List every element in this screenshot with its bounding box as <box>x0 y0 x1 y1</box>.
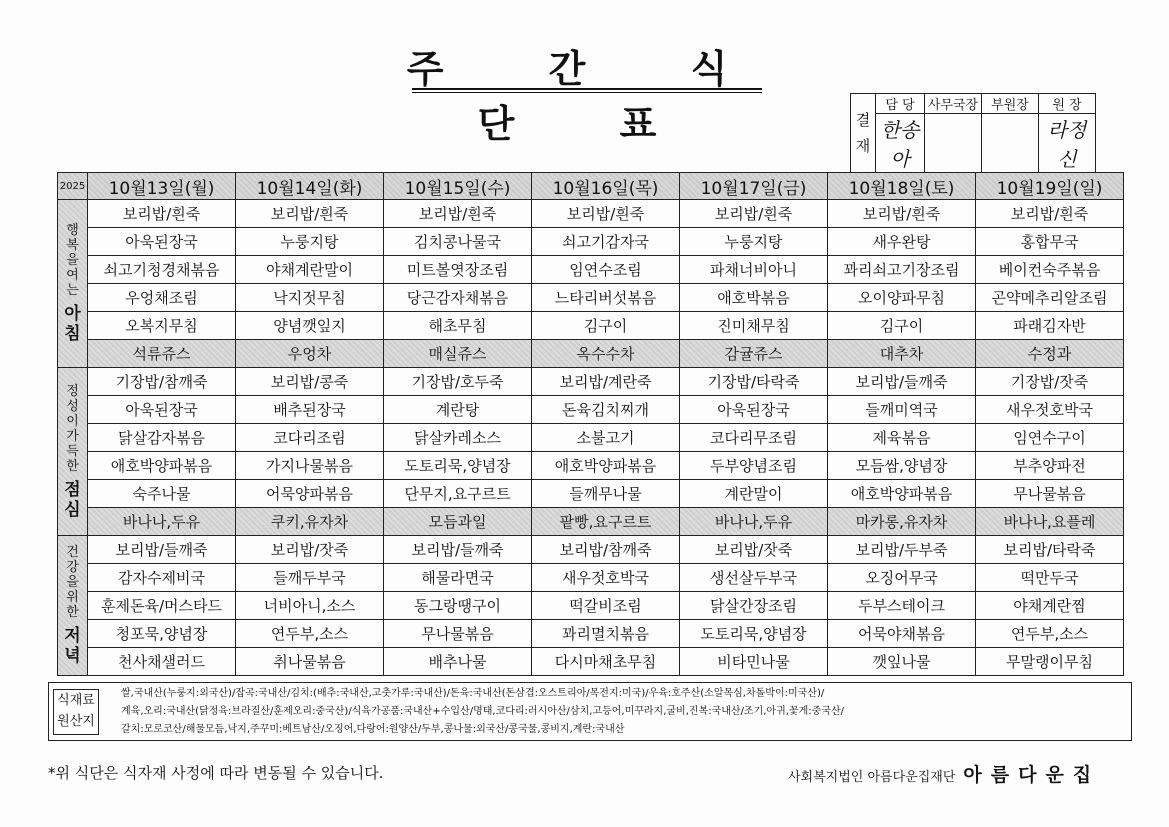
menu-item: 숙주나물 <box>88 480 236 508</box>
menu-item: 기장밥/타락죽 <box>680 368 828 396</box>
menu-item: 보리밥/잣죽 <box>236 536 384 564</box>
snack-item: 바나나,요플레 <box>976 508 1124 536</box>
menu-item: 들깨두부국 <box>236 564 384 592</box>
day-header: 10월14일(화) <box>236 173 384 200</box>
menu-item: 오징어무국 <box>828 564 976 592</box>
menu-item: 파채너비아니 <box>680 256 828 284</box>
menu-item: 보리밥/흰죽 <box>384 200 532 228</box>
menu-item: 보리밥/계란죽 <box>532 368 680 396</box>
menu-item: 기장밥/잣죽 <box>976 368 1124 396</box>
menu-item: 곤약메추리알조림 <box>976 284 1124 312</box>
menu-item: 쇠고기감자국 <box>532 228 680 256</box>
menu-row <box>58 284 1124 312</box>
snack-item: 마카롱,유자차 <box>828 508 976 536</box>
menu-item: 아욱된장국 <box>88 228 236 256</box>
menu-row <box>58 592 1124 620</box>
menu-item: 닭살감자볶음 <box>88 424 236 452</box>
origin-text <box>121 685 1125 739</box>
origin-line: 쌀,국내산(누룽지:외국산)/잡곡:국내산/김치:(배추:국내산,고춧가루:국내산)/돈육:국내산(돈삼겹:오스트리아/목전지:미국)/우육:호주산(소알목심,차돌박이:미국산)/ <box>121 688 825 699</box>
menu-item: 누룽지탕 <box>680 228 828 256</box>
menu-item: 제육볶음 <box>828 424 976 452</box>
snack-item: 석류쥬스 <box>88 340 236 368</box>
snack-item: 매실쥬스 <box>384 340 532 368</box>
menu-item: 배추된장국 <box>236 396 384 424</box>
menu-item: 보리밥/콩죽 <box>236 368 384 396</box>
menu-item: 김구이 <box>532 312 680 340</box>
menu-item: 가지나물볶음 <box>236 452 384 480</box>
menu-item: 김치콩나물국 <box>384 228 532 256</box>
menu-item: 우엉채조림 <box>88 284 236 312</box>
menu-item: 계란말이 <box>680 480 828 508</box>
meal-label <box>58 368 88 536</box>
menu-item: 보리밥/두부죽 <box>828 536 976 564</box>
approval-role: 사무국장 <box>925 94 982 114</box>
menu-item: 낙지젓무침 <box>236 284 384 312</box>
menu-item: 취나물볶음 <box>236 648 384 676</box>
menu-item: 코다리무조림 <box>680 424 828 452</box>
menu-item: 보리밥/흰죽 <box>828 200 976 228</box>
menu-item: 배추나물 <box>384 648 532 676</box>
day-header: 10월15일(수) <box>384 173 532 200</box>
menu-item: 들깨미역국 <box>828 396 976 424</box>
menu-item: 들깨무나물 <box>532 480 680 508</box>
menu-item: 보리밥/타락죽 <box>976 536 1124 564</box>
menu-item: 보리밥/흰죽 <box>680 200 828 228</box>
menu-item: 아욱된장국 <box>680 396 828 424</box>
menu-item: 오복지무침 <box>88 312 236 340</box>
menu-item: 누룽지탕 <box>236 228 384 256</box>
snack-item: 바나나,두유 <box>680 508 828 536</box>
snack-row <box>58 340 1124 368</box>
menu-item: 보리밥/들깨죽 <box>828 368 976 396</box>
origin-line: 계육,오리:국내산(닭정육:브라질산/훈제오리:중국산)/식육가공품:국내산+수입산/명태,코다리:러시아산/삼치,고등어,미꾸라지,굴비,진복:국내산/조기,아귀,꽃게:중국산/ <box>121 706 844 717</box>
menu-item: 보리밥/잣죽 <box>680 536 828 564</box>
menu-item: 양념깻잎지 <box>236 312 384 340</box>
menu-item: 보리밥/들깨죽 <box>384 536 532 564</box>
menu-row <box>58 424 1124 452</box>
snack-item: 쿠키,유자차 <box>236 508 384 536</box>
menu-item: 임연수구이 <box>976 424 1124 452</box>
menu-item: 너비아니,소스 <box>236 592 384 620</box>
menu-item: 비타민나물 <box>680 648 828 676</box>
menu-item: 느타리버섯볶음 <box>532 284 680 312</box>
menu-item: 애호박양파볶음 <box>88 452 236 480</box>
origin-label-line: 식재료 <box>57 693 95 708</box>
day-header: 10월13일(월) <box>88 173 236 200</box>
snack-item: 우엉차 <box>236 340 384 368</box>
day-header: 10월18일(토) <box>828 173 976 200</box>
menu-item: 새우젓호박국 <box>532 564 680 592</box>
menu-item: 다시마채초무침 <box>532 648 680 676</box>
snack-item: 바나나,두유 <box>88 508 236 536</box>
menu-row <box>58 200 1124 228</box>
menu-item: 보리밥/참깨죽 <box>532 536 680 564</box>
day-header: 10월17일(금) <box>680 173 828 200</box>
menu-item: 깻잎나물 <box>828 648 976 676</box>
ingredient-origin-box <box>48 682 1132 741</box>
menu-item: 꽈리멸치볶음 <box>532 620 680 648</box>
menu-row <box>58 452 1124 480</box>
menu-item: 닭살카레소스 <box>384 424 532 452</box>
menu-item: 아욱된장국 <box>88 396 236 424</box>
menu-row <box>58 312 1124 340</box>
menu-item: 꽈리쇠고기장조림 <box>828 256 976 284</box>
menu-item: 무말랭이무침 <box>976 648 1124 676</box>
meal-sub-label: 건강을위한 <box>66 545 79 620</box>
menu-row <box>58 480 1124 508</box>
menu-item: 도토리묵,양념장 <box>680 620 828 648</box>
menu-item: 모듬쌈,양념장 <box>828 452 976 480</box>
approval-side-label: 결 재 <box>851 94 876 173</box>
menu-item: 보리밥/흰죽 <box>976 200 1124 228</box>
signature <box>982 114 1039 173</box>
menu-item: 무나물볶음 <box>384 620 532 648</box>
menu-item: 김구이 <box>828 312 976 340</box>
menu-row <box>58 564 1124 592</box>
menu-item: 동그랑땡구이 <box>384 592 532 620</box>
menu-item: 기장밥/참깨죽 <box>88 368 236 396</box>
menu-item: 돈육김치찌개 <box>532 396 680 424</box>
page-title: 주 간 식 단 표 <box>406 47 774 146</box>
day-header: 10월19일(일) <box>976 173 1124 200</box>
title-underline <box>412 88 762 90</box>
menu-item: 보리밥/흰죽 <box>88 200 236 228</box>
menu-item: 연두부,소스 <box>976 620 1124 648</box>
signature: 한송아 <box>876 114 925 173</box>
menu-item: 임연수조림 <box>532 256 680 284</box>
meal-sub-label: 정성이가득한 <box>66 383 79 474</box>
menu-item: 떡만두국 <box>976 564 1124 592</box>
approval-role: 원 장 <box>1039 94 1096 114</box>
menu-item: 코다리조림 <box>236 424 384 452</box>
menu-item: 도토리묵,양념장 <box>384 452 532 480</box>
organization <box>788 760 1100 787</box>
menu-item: 생선살두부국 <box>680 564 828 592</box>
menu-item: 오이양파무침 <box>828 284 976 312</box>
org-name: 아름다운집 <box>963 764 1101 786</box>
meal-sub-label: 행복을여는 <box>66 223 79 298</box>
menu-row <box>58 396 1124 424</box>
menu-item: 어묵양파볶음 <box>236 480 384 508</box>
menu-item: 어묵야채볶음 <box>828 620 976 648</box>
origin-label <box>53 689 99 735</box>
menu-item: 기장밥/호두죽 <box>384 368 532 396</box>
snack-row <box>58 508 1124 536</box>
snack-item: 수정과 <box>976 340 1124 368</box>
meal-main-label: 저녁 <box>64 626 81 666</box>
menu-item: 야채계란찜 <box>976 592 1124 620</box>
menu-item: 해물라면국 <box>384 564 532 592</box>
menu-item: 두부스테이크 <box>828 592 976 620</box>
origin-label-line: 원산지 <box>57 714 95 729</box>
approval-role: 부원장 <box>982 94 1039 114</box>
menu-item: 미트볼엿장조림 <box>384 256 532 284</box>
menu-item: 새우완탕 <box>828 228 976 256</box>
menu-item: 새우젓호박국 <box>976 396 1124 424</box>
menu-item: 청포묵,양념장 <box>88 620 236 648</box>
menu-row <box>58 228 1124 256</box>
menu-item: 감자수제비국 <box>88 564 236 592</box>
menu-item: 떡갈비조림 <box>532 592 680 620</box>
menu-item: 두부양념조림 <box>680 452 828 480</box>
menu-row <box>58 536 1124 564</box>
origin-line: 갈치:모로코산/해물모듬,낙지,주꾸미:베트남산/오징어,다랑어:원양산/두부,콩나물:외국산/콩국물,콩비지,계란:국내산 <box>121 724 625 735</box>
menu-item: 닭살간장조림 <box>680 592 828 620</box>
menu-item: 보리밥/흰죽 <box>236 200 384 228</box>
menu-item: 애호박볶음 <box>680 284 828 312</box>
org-prefix: 사회복지법인 아름다운집재단 <box>788 770 956 785</box>
menu-row <box>58 368 1124 396</box>
menu-item: 훈제돈육/머스타드 <box>88 592 236 620</box>
meal-main-label: 아침 <box>64 304 81 344</box>
menu-item: 소불고기 <box>532 424 680 452</box>
menu-item: 보리밥/들깨죽 <box>88 536 236 564</box>
snack-item: 옥수수차 <box>532 340 680 368</box>
snack-item: 모듬과일 <box>384 508 532 536</box>
menu-item: 애호박양파볶음 <box>532 452 680 480</box>
menu-item: 해초무침 <box>384 312 532 340</box>
day-header: 10월16일(목) <box>532 173 680 200</box>
menu-item: 애호박양파볶음 <box>828 480 976 508</box>
menu-item: 계란탕 <box>384 396 532 424</box>
menu-row <box>58 648 1124 676</box>
menu-item: 연두부,소스 <box>236 620 384 648</box>
menu-row <box>58 620 1124 648</box>
menu-item: 진미채무침 <box>680 312 828 340</box>
footer-note: *위 식단은 식자재 사정에 따라 변동될 수 있습니다. <box>48 764 384 782</box>
menu-item: 야채계란말이 <box>236 256 384 284</box>
signature <box>925 114 982 173</box>
menu-item: 부추양파전 <box>976 452 1124 480</box>
snack-item: 감귤쥬스 <box>680 340 828 368</box>
signature: 라정신 <box>1039 114 1096 173</box>
menu-item: 천사채샐러드 <box>88 648 236 676</box>
menu-item: 단무지,요구르트 <box>384 480 532 508</box>
menu-item: 베이컨숙주볶음 <box>976 256 1124 284</box>
meal-label <box>58 200 88 368</box>
menu-item: 파래김자반 <box>976 312 1124 340</box>
meal-main-label: 점심 <box>64 479 81 520</box>
menu-item: 쇠고기청경채볶음 <box>88 256 236 284</box>
snack-item: 대추차 <box>828 340 976 368</box>
snack-item: 팥빵,요구르트 <box>532 508 680 536</box>
approval-role: 담 당 <box>876 94 925 114</box>
menu-item: 당근감자채볶음 <box>384 284 532 312</box>
meal-label <box>58 536 88 676</box>
corner-label: 2025 <box>58 173 88 200</box>
approval-box <box>850 93 1096 173</box>
menu-table <box>57 172 1124 676</box>
menu-row <box>58 256 1124 284</box>
menu-item: 보리밥/흰죽 <box>532 200 680 228</box>
menu-item: 무나물볶음 <box>976 480 1124 508</box>
title-underline-thin <box>412 92 762 93</box>
menu-item: 홍합무국 <box>976 228 1124 256</box>
